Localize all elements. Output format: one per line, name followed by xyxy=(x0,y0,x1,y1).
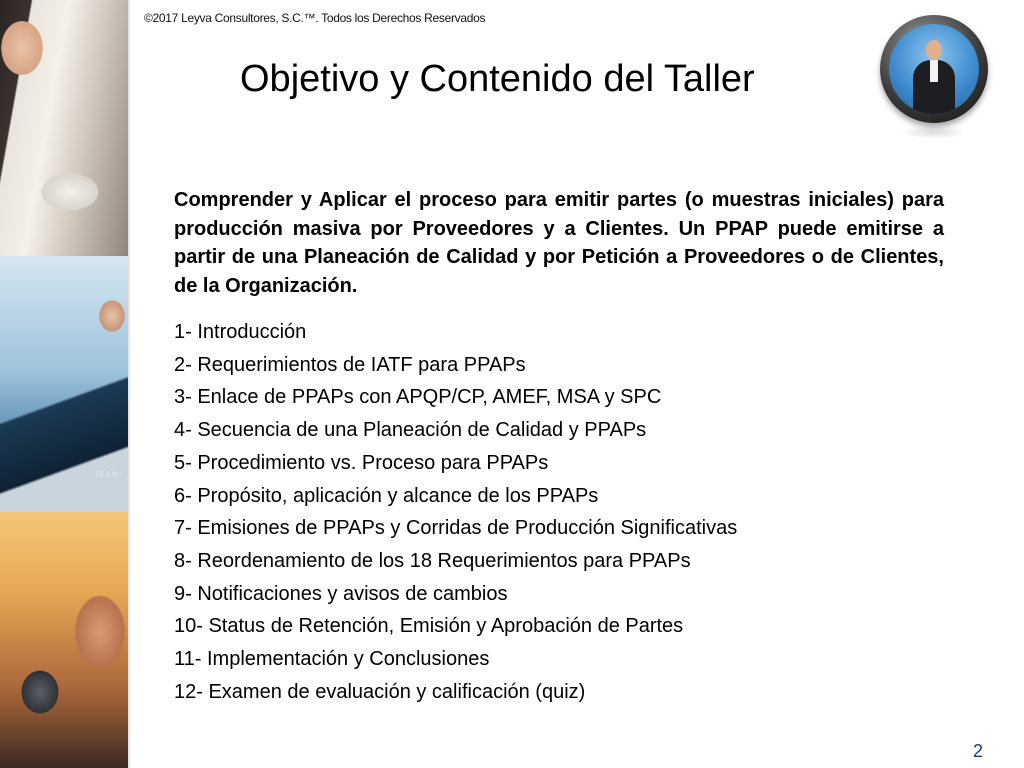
slide-title: Objetivo y Contenido del Taller xyxy=(240,58,755,100)
list-item: 2- Requerimientos de IATF para PPAPs xyxy=(174,353,526,376)
list-item: 9- Notificaciones y avisos de cambios xyxy=(174,582,508,605)
list-item: 11- Implementación y Conclusiones xyxy=(174,648,490,671)
left-photo-strip xyxy=(0,0,128,768)
list-item: 4- Secuencia de una Planeación de Calidad y PPAPs xyxy=(174,419,647,442)
list-item: 3- Enlace de PPAPs con APQP/CP, AMEF, MSA y SPC xyxy=(174,386,662,409)
list-item: 12- Examen de evaluación y calificación (quiz) xyxy=(174,680,586,703)
contents-list xyxy=(174,316,737,708)
avatar-photo xyxy=(889,24,979,114)
avatar-shirt xyxy=(930,60,938,82)
copyright-notice: ©2017 Leyva Consultores, S.C.™. Todos los Derechos Reservados xyxy=(144,11,486,25)
list-item: 6- Propósito, aplicación y alcance de los PPAPs xyxy=(174,484,599,507)
list-item: 1- Introducción xyxy=(174,321,307,343)
list-item: 7- Emisiones de PPAPs y Corridas de Producción Significativas xyxy=(174,517,738,540)
list-item: 10- Status de Retención, Emisión y Aprobación de Partes xyxy=(174,615,684,638)
photo-man-reading xyxy=(0,0,128,256)
photo-man-phone xyxy=(0,512,128,768)
strip-divider xyxy=(128,0,130,768)
avatar-reflection xyxy=(900,125,968,139)
list-item: 5- Procedimiento vs. Proceso para PPAPs xyxy=(174,451,549,474)
photo-woman-laptop xyxy=(0,256,128,512)
list-item: 8- Reordenamiento de los 18 Requerimientos para PPAPs xyxy=(174,549,691,572)
avatar-head xyxy=(926,40,942,60)
presenter-avatar xyxy=(880,15,988,123)
page-number: 2 xyxy=(973,741,984,761)
photo-label: JEAN- xyxy=(96,470,123,479)
objective-paragraph: Comprender y Aplicar el proceso para emitir partes (o muestras iniciales) para producción masiva por Proveedores y a Clientes. Un PPAP puede emitirse a partir de una Planeación de Calidad y por Petición a Proveedores o de Clientes, de la Organización. xyxy=(174,189,944,297)
